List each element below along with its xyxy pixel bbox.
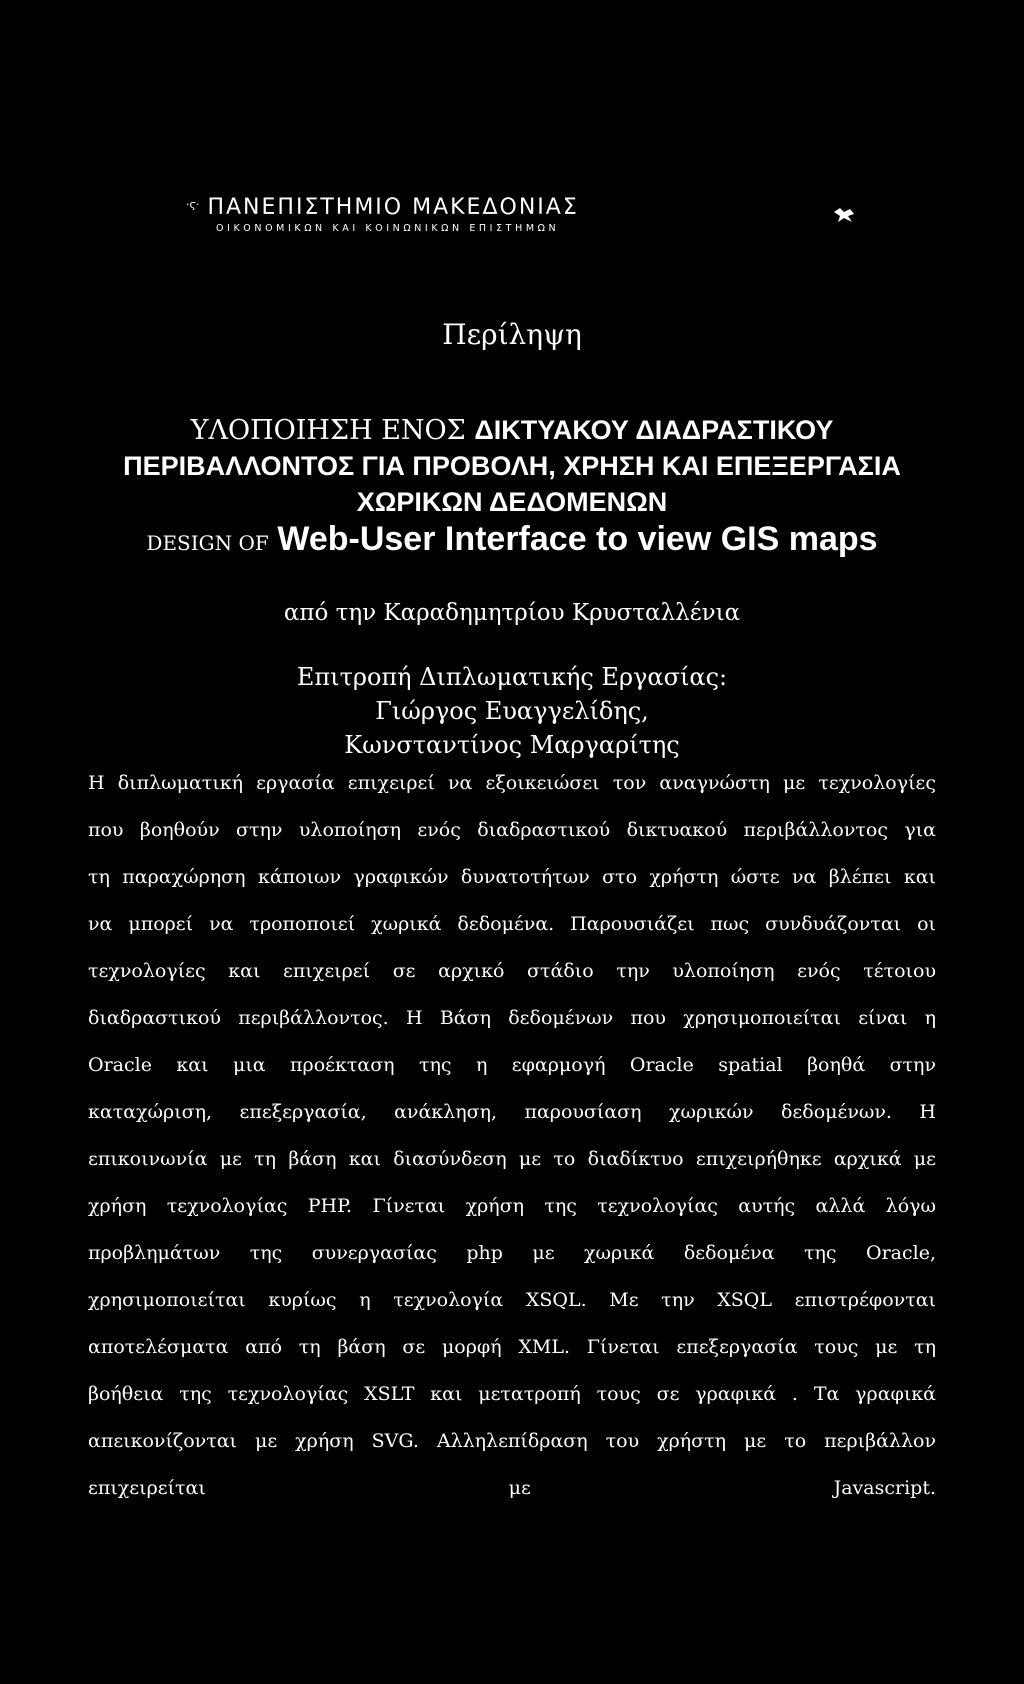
seal-icon — [832, 206, 856, 224]
logo-mark-icon: ·ϛ· — [186, 198, 200, 211]
body-line: τη παραχώρηση κάποιων γραφικών δυνατοτήτων στο χρήστη ώστε να βλέπει και — [88, 866, 936, 888]
body-line: τεχνολογίες και επιχειρεί σε αρχικό στάδιο την υλοποίηση ενός τέτοιου — [88, 960, 936, 982]
body-line: Oracle και μια προέκταση της η εφαρμογή Oracle spatial βοηθά στην — [88, 1054, 936, 1076]
author: από την Καραδημητρίου Κρυσταλλένια — [283, 600, 741, 626]
body-line: καταχώριση, επεξεργασία, ανάκληση, παρουσίαση χωρικών δεδομένων. Η — [88, 1101, 936, 1123]
body-line: βοήθεια της τεχνολογίας XSLT και μετατροπή τους σε γραφικά . Τα γραφικά — [88, 1383, 936, 1405]
school-name: ΟΙΚΟΝΟΜΙΚΩΝ ΚΑΙ ΚΟΙΝΩΝΙΚΩΝ ΕΠΙΣΤΗΜΩΝ — [216, 223, 560, 234]
body-line: επιχειρείται με Javascript. — [88, 1477, 936, 1499]
body-line: Η διπλωματική εργασία επιχειρεί να εξοικειώσει τον αναγνώστη με τεχνολογίες — [88, 772, 936, 794]
body-line: απεικονίζονται με χρήση SVG. Αλληλεπίδραση του χρήστη με το περιβάλλον — [88, 1430, 936, 1452]
committee-label: Επιτροπή Διπλωματικής Εργασίας: — [296, 663, 728, 691]
body-line: που βοηθούν στην υλοποίηση ενός διαδραστικού δικτυακού περιβάλλοντος για — [88, 819, 936, 841]
committee-member-2: Κωνσταντίνος Μαργαρίτης — [344, 731, 680, 759]
title-line-2: ΠΕΡΙΒΑΛΛΟΝΤΟΣ ΓΙΑ ΠΡΟΒΟΛΗ, ΧΡΗΣΗ ΚΑΙ ΕΠΕΞΕΡΓΑΣΙΑ — [123, 451, 901, 481]
title-line-1: ΥΛΟΠΟΙΗΣΗ ΕΝΟΣ ΔΙΚΤΥΑΚΟΥ ΔΙΑΔΡΑΣΤΙΚΟΥ — [190, 415, 834, 446]
committee — [0, 660, 1024, 762]
body-line: χρησιμοποιείται κυρίως η τεχνολογία XSQL. Με την XSQL επιστρέφονται — [88, 1289, 936, 1311]
body-line: διαδραστικού περιβάλλοντος. Η Βάση δεδομένων που χρησιμοποιείται είναι η — [88, 1007, 936, 1029]
university-name: $^{\cdot ϛ\cdot}$ ΠΑΝΕΠΙΣΤΗΜΙΟ ΜΑΚΕΔΟΝΙΑΣ — [186, 195, 579, 220]
body-line: προβλημάτων της συνεργασίας php με χωρικά δεδομένα της Oracle, — [88, 1242, 936, 1264]
abstract-body — [88, 760, 936, 1512]
body-line: αποτελέσματα από τη βάση σε μορφή XML. Γίνεται επεξεργασία τους με τη — [88, 1336, 936, 1358]
title-line-3: ΧΩΡΙΚΩΝ ΔΕΔΟΜΕΝΩΝ — [356, 487, 668, 517]
body-line: επικοινωνία με τη βάση και διασύνδεση με το διαδίκτυο επιχειρήθηκε αρχικά με — [88, 1148, 936, 1170]
abstract-heading: Περίληψη — [442, 318, 582, 351]
body-line: χρήση τεχνολογίας PHP. Γίνεται χρήση της τεχνολογίας αυτής αλλά λόγω — [88, 1195, 936, 1217]
committee-member-1: Γιώργος Ευαγγελίδης, — [375, 697, 649, 725]
title-line-4: DESIGN OF Web-User Interface to view GIS maps — [146, 520, 878, 558]
university-header — [186, 196, 826, 235]
body-line: να μπορεί να τροποποιεί χωρικά δεδομένα. Παρουσιάζει πως συνδυάζονται οι — [88, 913, 936, 935]
